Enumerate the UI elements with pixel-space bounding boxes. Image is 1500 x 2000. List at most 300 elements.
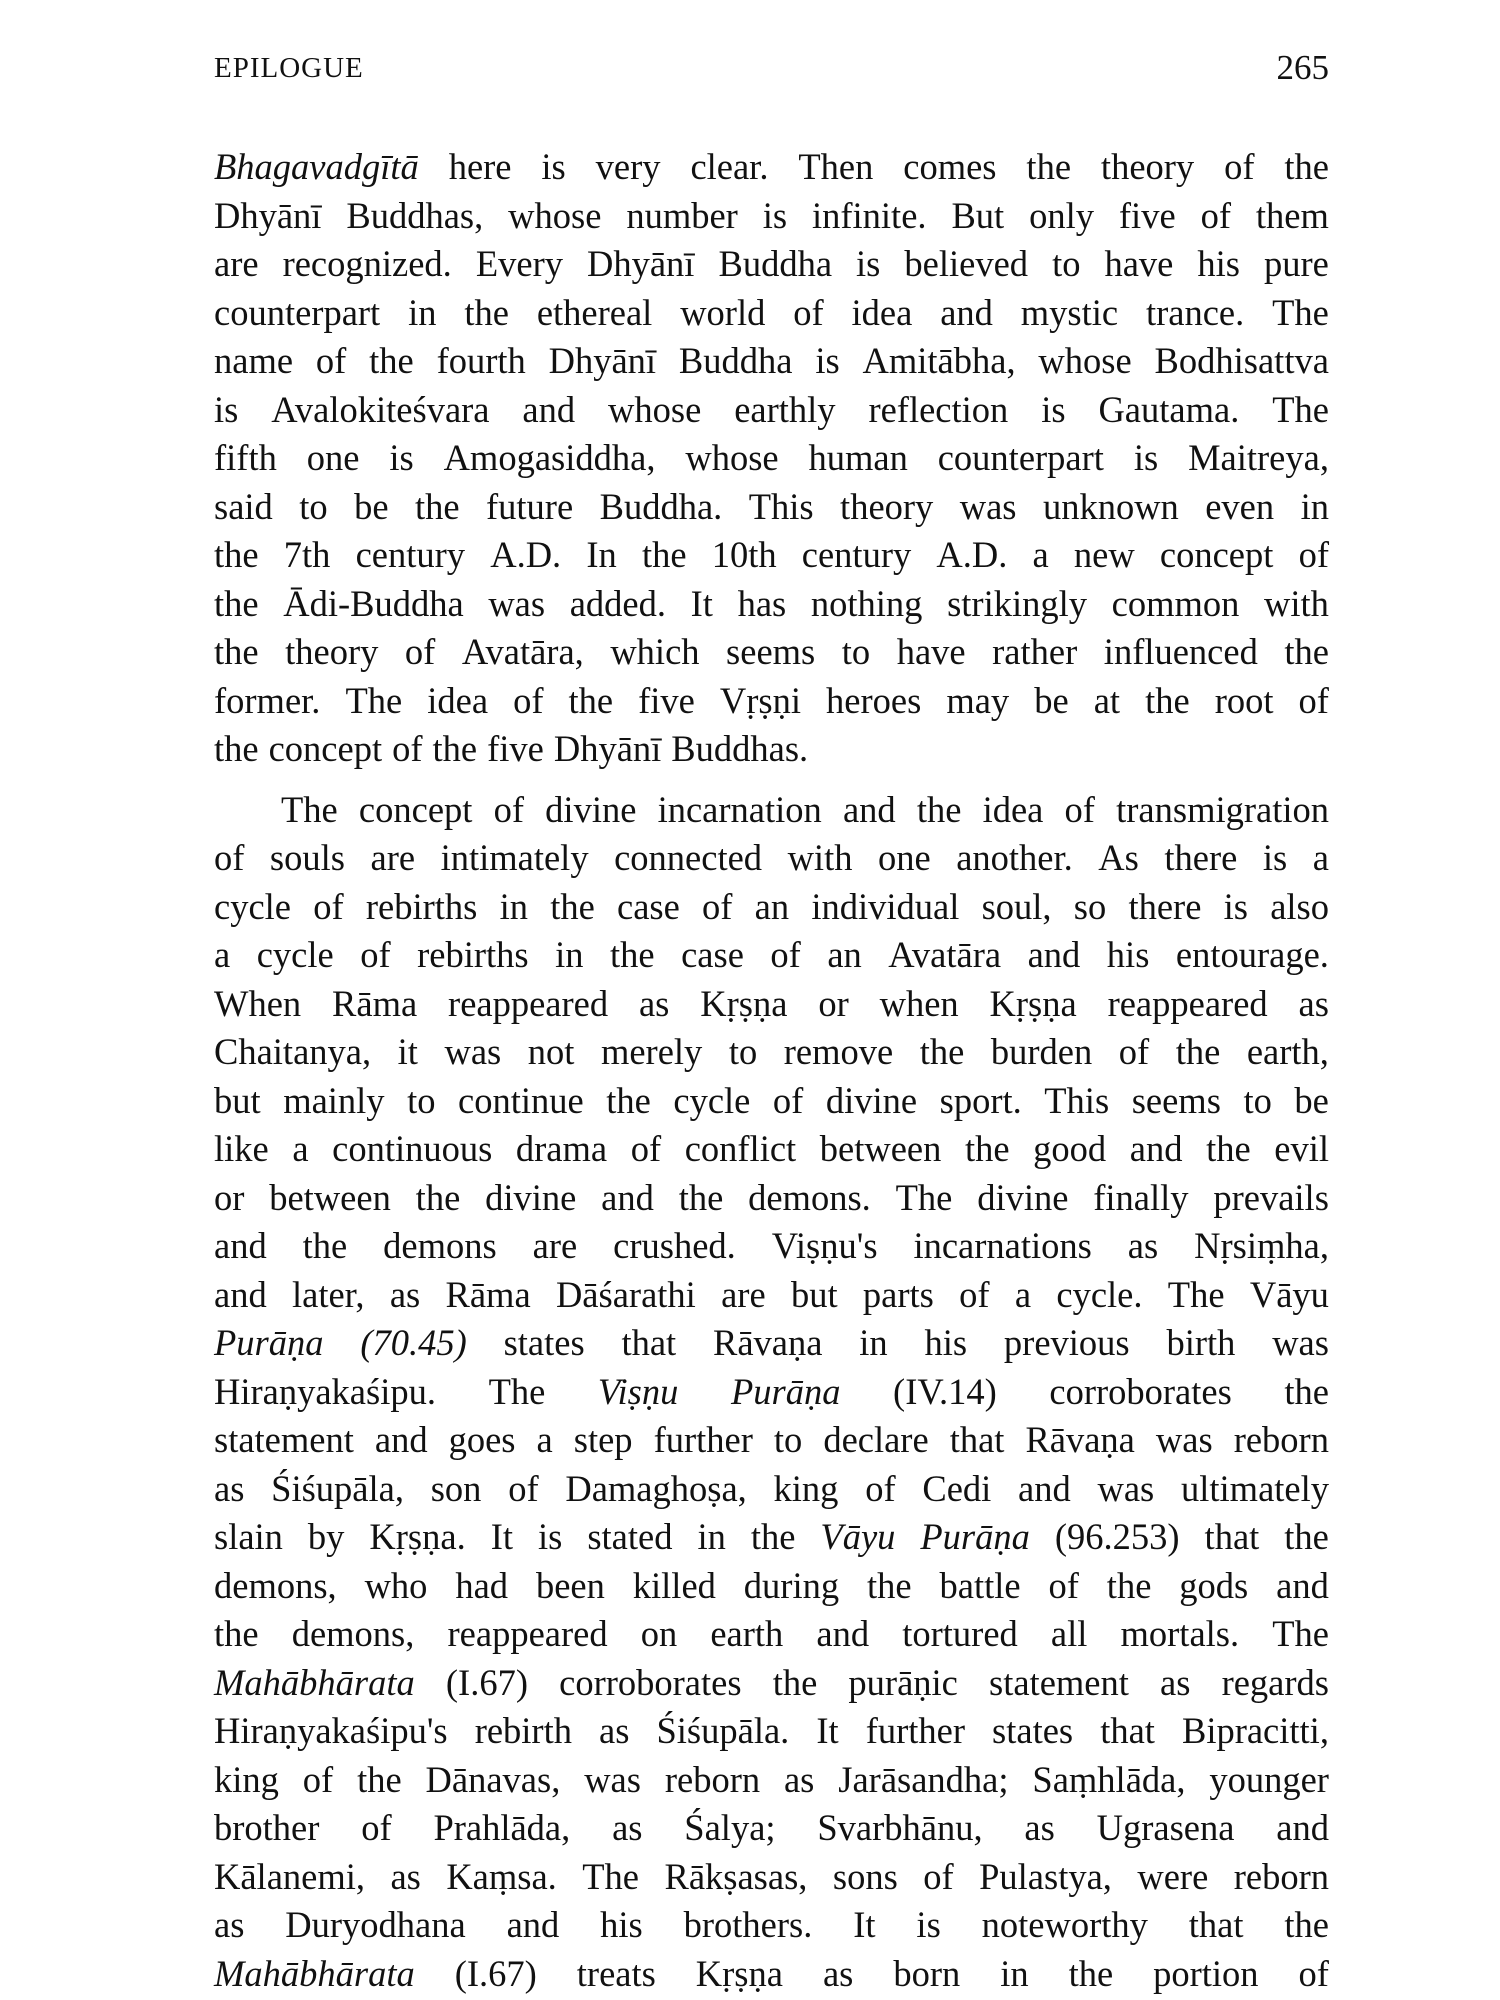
word: but [790,1273,838,1315]
word: intimately [440,837,589,878]
word: This [1044,1079,1110,1121]
word: the [610,934,655,975]
word: purāṇic [848,1661,958,1703]
text-line [214,1950,1329,1999]
word: have [1104,243,1174,284]
word: birth [1166,1322,1236,1363]
word: further [865,1710,965,1751]
word: It [690,582,713,624]
word: Kaṃsa. [446,1855,557,1897]
word: on [640,1613,678,1654]
word: the [357,1758,402,1800]
word: but [214,1079,261,1121]
word: demons, [214,1564,337,1606]
book-page [214,48,1329,1994]
word: Nṛsiṃha, [1194,1225,1329,1266]
word: It [853,1904,876,1945]
word: a [1014,1273,1032,1315]
word: the [1284,1516,1329,1557]
word: Damaghoṣa, [565,1467,747,1509]
text-line [214,1319,1329,1368]
text-line [214,1659,1329,1708]
word: Dhyānī [548,340,657,381]
word: be [1294,1079,1329,1121]
word: is [815,340,840,381]
word: that [949,1419,1005,1460]
word: former. [214,679,321,721]
word: incarnation [657,788,822,830]
word: Viṣṇu [597,1370,679,1412]
word: all [1050,1613,1088,1654]
text-line [214,1077,1329,1126]
word: divine [825,1079,918,1121]
word: the [772,1661,818,1703]
word: parts [862,1273,934,1315]
text-line [214,289,1329,338]
word: Every [475,243,563,284]
word: century [355,534,466,575]
word: of [313,885,344,927]
word: Buddha [718,243,833,284]
word: is [762,194,788,236]
word: an [754,885,790,927]
word: younger [1209,1758,1329,1800]
word: rather [992,631,1078,672]
word: were [1137,1855,1209,1897]
word: an [827,934,862,975]
word: was [488,582,546,624]
word: Ugrasena [1096,1807,1235,1848]
word: Buddha. [599,485,723,527]
word: the [214,534,259,575]
word: king [773,1467,839,1509]
word: or [818,982,849,1024]
word: as [822,1952,854,1994]
word: seems [726,631,816,672]
word: Rāvaṇa [1025,1419,1135,1460]
word: to [773,1419,803,1460]
word: was [1272,1322,1329,1363]
paragraph [214,143,1329,774]
word: finally [1093,1176,1189,1218]
word: The [1167,1273,1225,1315]
word: born [893,1952,961,1994]
word: Rākṣasas, [664,1855,808,1897]
word: Hiraṇyakaśipu. [214,1370,436,1412]
word: ultimately [1181,1467,1329,1509]
word: in [555,934,584,975]
word: which [610,631,700,672]
body-text [214,143,1329,1998]
word: the [414,485,460,527]
word: Kṛṣṇa [989,982,1077,1024]
word: rebirths [417,934,529,975]
word: Mahābhārata [214,1661,415,1703]
word: slain [214,1516,283,1557]
text-line [214,725,1329,774]
word: treats [576,1952,656,1994]
word: are [532,1225,578,1266]
word: of [508,1467,539,1509]
word: remove [783,1031,894,1072]
word: the [214,728,259,769]
word: Bipracitti, [1181,1710,1329,1751]
word: noteworthy [981,1904,1148,1945]
word: brother [214,1807,320,1848]
word: When [214,982,302,1024]
word: who [364,1564,428,1606]
word: of [392,728,423,769]
word: the [302,1225,348,1266]
word: and [506,1904,560,1945]
word: merely [600,1031,703,1072]
word: theory [285,631,379,672]
text-line [214,434,1329,483]
word: idea [982,788,1044,830]
word: unknown [1042,485,1179,527]
word: sons [832,1855,898,1897]
word: incarnations [913,1225,1092,1266]
word: whose [608,388,702,430]
word: the [916,788,962,830]
word: reborn [1233,1419,1329,1460]
word: of [1200,194,1231,236]
word: his [1197,243,1241,284]
word: world [680,291,766,333]
word: when [879,982,959,1024]
word: it [397,1031,418,1072]
word: Avatāra [888,934,1002,975]
word: stated [587,1516,673,1557]
word: reappeared [447,1613,608,1654]
word: is [1223,885,1248,927]
word: Viṣṇu's [771,1225,878,1266]
word: case [617,885,680,927]
word: (IV.14) [893,1370,997,1412]
word: and [374,1419,428,1460]
word: states [503,1322,585,1363]
text-line [214,786,1329,835]
word: son [430,1467,482,1509]
word: reborn [1233,1855,1329,1897]
word: the [214,582,259,624]
word: whose [1038,340,1132,381]
word: them [1255,194,1329,236]
word: divine [485,1176,577,1218]
word: later, [292,1273,365,1315]
word: This [748,485,814,527]
word: his [924,1322,968,1363]
word: a [292,1128,309,1169]
word: 10th [711,534,777,575]
word: Śiśupāla. [656,1710,790,1751]
word: concept [1159,534,1274,575]
word: that [1204,1516,1260,1557]
text-line [214,883,1329,932]
word: recognized. [282,243,452,284]
word: connected [614,837,763,878]
word: added. [569,582,667,624]
word: and [816,1613,870,1654]
word: believed [904,243,1029,284]
word: whose [685,437,779,478]
word: one [877,837,931,878]
word: very [595,146,661,187]
word: five [1118,194,1176,236]
word: Kṛṣṇa [695,1952,783,1994]
word: Chaitanya, [214,1031,372,1072]
word: the [867,1564,912,1606]
word: of [1064,788,1095,830]
word: by [307,1516,345,1557]
word: five [638,679,695,721]
word: during [743,1564,840,1606]
word: at [1093,679,1121,721]
word: soul, [981,885,1052,927]
word: of [1298,534,1329,575]
word: further [653,1419,753,1460]
word: his [1106,934,1150,975]
word: The [488,1370,546,1412]
word: counterpart [937,437,1104,478]
word: Then [798,146,874,187]
word: also [1270,885,1329,927]
word: number [626,194,738,236]
word: idea [427,679,489,721]
word: Buddha [678,340,793,381]
word: Kṛṣṇa. [369,1516,466,1557]
word: king [214,1758,279,1800]
word: case [681,934,744,975]
word: of [1298,1952,1329,1994]
word: Prahlāda, [433,1807,571,1848]
word: Rāma [445,1273,531,1315]
word: of [302,1758,334,1800]
word: reflection [868,388,1009,430]
word: as [1127,1225,1159,1266]
word: the [432,728,478,769]
word: and [1276,1564,1329,1606]
word: the [750,1516,796,1557]
text-line [214,1610,1329,1659]
word: tortured [902,1613,1018,1654]
word: of [772,1079,804,1121]
text-line [214,1513,1329,1562]
text-line [214,483,1329,532]
word: (70.45) [360,1322,467,1363]
text-line [214,1465,1329,1514]
word: idea [851,291,913,333]
word: the [1026,146,1072,187]
word: like [214,1128,269,1169]
word: Gautama. [1098,388,1240,430]
word: and [842,788,896,830]
word: of [1298,679,1329,721]
word: The [582,1855,640,1897]
word: mortals. [1120,1613,1240,1654]
word: Buddhas, [346,194,484,236]
word: (I.67) [445,1661,528,1703]
word: the [1284,1904,1329,1945]
word: a [536,1419,553,1460]
word: concept [268,728,383,769]
text-line [214,1853,1329,1902]
word: was [584,1758,641,1800]
word: burden [990,1031,1093,1072]
word: cycle. [1056,1273,1143,1315]
text-line [214,1368,1329,1417]
word: Śalya; [684,1807,776,1848]
word: new [1073,534,1135,575]
text-line [214,337,1329,386]
word: Duryodhana [285,1904,466,1945]
word: as [390,1855,421,1897]
word: root [1214,679,1274,721]
word: heroes [826,679,922,721]
word: there [1128,885,1202,927]
word: of [513,679,544,721]
word: Vāyu [1249,1273,1329,1315]
text-line [214,386,1329,435]
word: of [360,934,391,975]
word: demons, [291,1613,415,1654]
word: a [1032,534,1049,575]
word: of [493,788,524,830]
word: future [486,485,574,527]
word: one [306,437,360,478]
word: in [859,1322,888,1363]
word: earth [710,1613,784,1654]
word: portion [1153,1952,1259,1994]
text-line [214,1756,1329,1805]
word: Cedi [922,1467,992,1509]
word: But [951,194,1005,236]
word: with [787,837,853,878]
text-line [214,834,1329,883]
word: as [214,1904,245,1945]
word: and [1129,1128,1183,1169]
word: In [586,534,617,575]
word: The [895,1176,953,1218]
word: so [1073,885,1107,927]
word: Jarāsandha; [838,1758,1009,1800]
word: declare [823,1419,929,1460]
word: 7th [283,534,331,575]
word: as [389,1273,421,1315]
word: only [1029,194,1094,236]
word: theory [840,485,934,527]
word: good [1033,1128,1107,1169]
word: Ādi-Buddha [283,582,464,624]
word: and [601,1176,654,1218]
word: divine [545,788,637,830]
word: the [1284,631,1329,672]
word: influenced [1103,631,1258,672]
word: and [1276,1807,1329,1848]
word: As [1098,837,1139,878]
word: nothing [810,582,923,624]
word: concept [358,788,473,830]
word: of [702,885,733,927]
word: a [1312,837,1329,878]
word: Maitreya, [1188,437,1329,478]
word: to [1243,1079,1272,1121]
word: sport. [939,1079,1022,1121]
word: be [354,485,389,527]
word: or [214,1176,245,1218]
word: of [214,837,245,878]
word: was [959,485,1017,527]
word: corroborates [1049,1370,1232,1412]
text-line [214,143,1329,192]
word: and [214,1225,267,1266]
running-head: EPILOGUE [214,52,364,84]
word: battle [939,1564,1021,1606]
word: gods [1179,1564,1249,1606]
word: Dānavas, [425,1758,561,1800]
word: mainly [283,1079,385,1121]
text-line [214,1222,1329,1271]
word: the [1284,146,1329,187]
word: earthly [734,388,836,430]
word: had [455,1564,509,1606]
word: human [808,437,908,478]
word: entourage. [1175,934,1329,975]
word: mystic [1020,291,1119,333]
word: and [1027,934,1081,975]
word: even [1205,485,1275,527]
word: in [499,885,528,927]
word: cycle [673,1079,751,1121]
word: regards [1221,1661,1329,1703]
word: there [1164,837,1238,878]
word: the [1106,1564,1152,1606]
word: name [214,340,294,381]
word: of [1224,146,1255,187]
word: not [527,1031,575,1072]
word: Amogasiddha, [443,437,656,478]
word: of [404,631,436,672]
word: continue [458,1079,584,1121]
word: Kṛṣṇa [700,982,788,1024]
word: said [214,485,273,527]
text-line [214,1416,1329,1465]
word: is [537,1516,563,1557]
word: as [1024,1807,1055,1848]
text-line [214,531,1329,580]
word: killed [632,1564,716,1606]
word: fourth [436,340,526,381]
word: It [490,1516,513,1557]
word: the [464,291,509,333]
word: Śiśupāla, [271,1467,404,1509]
word: the [919,1031,965,1072]
word: rebirths [365,885,478,927]
word: is [541,146,566,187]
word: as [783,1758,815,1800]
word: another. [956,837,1073,878]
word: the [1284,1370,1329,1412]
word: common [1111,582,1240,624]
word: in [1000,1952,1029,1994]
word: of [361,1807,392,1848]
word: (I.67) [454,1952,537,1994]
word: Hiraṇyakaśipu's [214,1710,448,1751]
word: to [407,1079,436,1121]
word: is [1133,437,1159,478]
word: the [1145,679,1190,721]
word: that [1100,1710,1155,1751]
